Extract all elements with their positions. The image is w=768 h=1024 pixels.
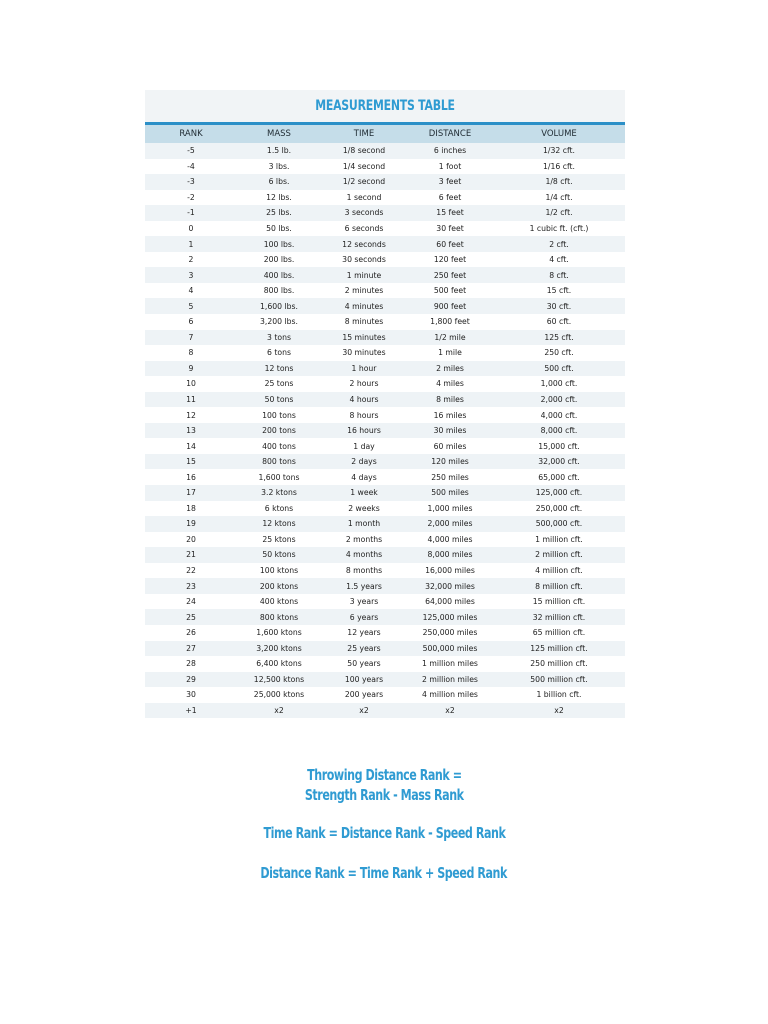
cell-rank: 2 — [145, 252, 237, 268]
cell-rank: 16 — [145, 469, 237, 485]
cell-volume: 1 cubic ft. (cft.) — [493, 221, 625, 237]
table-row — [145, 703, 625, 719]
cell-distance: 30 feet — [407, 221, 493, 237]
column-header-time: TIME — [321, 125, 407, 143]
cell-volume: 32,000 cft. — [493, 454, 625, 470]
distance-rank-formula — [0, 864, 768, 882]
cell-mass: 6 lbs. — [237, 174, 321, 190]
table-row — [145, 236, 625, 252]
cell-time: 12 seconds — [321, 236, 407, 252]
cell-time: 1 month — [321, 516, 407, 532]
cell-volume: 250 cft. — [493, 345, 625, 361]
cell-distance: 120 feet — [407, 252, 493, 268]
table-row — [145, 407, 625, 423]
cell-volume: 2,000 cft. — [493, 392, 625, 408]
cell-volume: 2 cft. — [493, 236, 625, 252]
cell-distance: 500,000 miles — [407, 641, 493, 657]
table-row — [145, 376, 625, 392]
cell-time: 2 hours — [321, 376, 407, 392]
cell-time: 50 years — [321, 656, 407, 672]
cell-volume: 250,000 cft. — [493, 501, 625, 517]
cell-distance: 60 miles — [407, 438, 493, 454]
cell-distance: 1 mile — [407, 345, 493, 361]
column-header-mass: MASS — [237, 125, 321, 143]
cell-distance: 6 feet — [407, 190, 493, 206]
cell-time: 200 years — [321, 687, 407, 703]
cell-volume: 1/16 cft. — [493, 159, 625, 175]
cell-time: 2 weeks — [321, 501, 407, 517]
cell-mass: 200 ktons — [237, 578, 321, 594]
cell-rank: 19 — [145, 516, 237, 532]
cell-time: 4 minutes — [321, 298, 407, 314]
cell-time: 6 years — [321, 609, 407, 625]
table-row — [145, 625, 625, 641]
cell-mass: 12,500 ktons — [237, 672, 321, 688]
cell-time: 1 week — [321, 485, 407, 501]
cell-mass: 3,200 ktons — [237, 641, 321, 657]
cell-mass: 6 tons — [237, 345, 321, 361]
table-row — [145, 190, 625, 206]
cell-time: 30 minutes — [321, 345, 407, 361]
cell-time: 1 second — [321, 190, 407, 206]
cell-volume: 500 million cft. — [493, 672, 625, 688]
cell-distance: 16 miles — [407, 407, 493, 423]
cell-rank: 12 — [145, 407, 237, 423]
cell-distance: 6 inches — [407, 143, 493, 159]
cell-distance: 16,000 miles — [407, 563, 493, 579]
cell-time: 2 days — [321, 454, 407, 470]
cell-distance: 1,800 feet — [407, 314, 493, 330]
cell-time: 30 seconds — [321, 252, 407, 268]
cell-volume: 125,000 cft. — [493, 485, 625, 501]
throwing-distance-formula-line-2 — [0, 786, 768, 804]
cell-time: 8 minutes — [321, 314, 407, 330]
cell-rank: 23 — [145, 578, 237, 594]
table-row — [145, 283, 625, 299]
cell-time: 8 months — [321, 563, 407, 579]
cell-distance: 250 miles — [407, 469, 493, 485]
table-row — [145, 345, 625, 361]
table-row — [145, 469, 625, 485]
cell-time: 4 months — [321, 547, 407, 563]
table-row — [145, 563, 625, 579]
cell-rank: 4 — [145, 283, 237, 299]
cell-mass: 12 tons — [237, 361, 321, 377]
cell-mass: 3.2 ktons — [237, 485, 321, 501]
cell-mass: 800 lbs. — [237, 283, 321, 299]
column-header-rank: RANK — [145, 125, 237, 143]
cell-distance: 4,000 miles — [407, 532, 493, 548]
cell-volume: 1/32 cft. — [493, 143, 625, 159]
cell-time: 8 hours — [321, 407, 407, 423]
measurements-table — [145, 125, 625, 718]
cell-time: 25 years — [321, 641, 407, 657]
cell-mass: 25 ktons — [237, 532, 321, 548]
cell-rank: -5 — [145, 143, 237, 159]
cell-rank: 26 — [145, 625, 237, 641]
cell-time: 1 hour — [321, 361, 407, 377]
cell-mass: 100 tons — [237, 407, 321, 423]
cell-rank: 7 — [145, 330, 237, 346]
table-row — [145, 672, 625, 688]
table-header-row — [145, 125, 625, 143]
cell-distance: 1/2 mile — [407, 330, 493, 346]
cell-rank: 8 — [145, 345, 237, 361]
cell-distance: 64,000 miles — [407, 594, 493, 610]
cell-distance: 3 feet — [407, 174, 493, 190]
cell-mass: 1,600 tons — [237, 469, 321, 485]
cell-rank: 15 — [145, 454, 237, 470]
table-row — [145, 656, 625, 672]
cell-rank: 25 — [145, 609, 237, 625]
cell-rank: 13 — [145, 423, 237, 439]
cell-time: 1 day — [321, 438, 407, 454]
cell-distance: 15 feet — [407, 205, 493, 221]
cell-distance: 1 million miles — [407, 656, 493, 672]
table-row — [145, 392, 625, 408]
cell-mass: 50 lbs. — [237, 221, 321, 237]
cell-mass: 3,200 lbs. — [237, 314, 321, 330]
cell-distance: 2 miles — [407, 361, 493, 377]
table-row — [145, 578, 625, 594]
cell-rank: 29 — [145, 672, 237, 688]
table-body — [145, 143, 625, 718]
cell-distance: 2,000 miles — [407, 516, 493, 532]
table-row — [145, 532, 625, 548]
table-row — [145, 687, 625, 703]
cell-time: 4 hours — [321, 392, 407, 408]
cell-mass: 50 ktons — [237, 547, 321, 563]
cell-time: 2 minutes — [321, 283, 407, 299]
cell-rank: 20 — [145, 532, 237, 548]
table-row — [145, 438, 625, 454]
cell-rank: -2 — [145, 190, 237, 206]
cell-distance: 2 million miles — [407, 672, 493, 688]
cell-distance: 30 miles — [407, 423, 493, 439]
cell-rank: 0 — [145, 221, 237, 237]
measurements-table-panel — [145, 90, 625, 720]
cell-distance: x2 — [407, 703, 493, 719]
cell-volume: 8,000 cft. — [493, 423, 625, 439]
cell-time: 1/4 second — [321, 159, 407, 175]
cell-mass: 1,600 lbs. — [237, 298, 321, 314]
cell-distance: 500 miles — [407, 485, 493, 501]
table-title-band — [145, 90, 625, 122]
cell-distance: 120 miles — [407, 454, 493, 470]
table-row — [145, 221, 625, 237]
cell-mass: 400 ktons — [237, 594, 321, 610]
cell-volume: 15 cft. — [493, 283, 625, 299]
cell-mass: 100 ktons — [237, 563, 321, 579]
cell-time: 3 seconds — [321, 205, 407, 221]
cell-mass: 100 lbs. — [237, 236, 321, 252]
table-row — [145, 159, 625, 175]
column-header-distance: DISTANCE — [407, 125, 493, 143]
cell-mass: 6 ktons — [237, 501, 321, 517]
cell-rank: 18 — [145, 501, 237, 517]
cell-distance: 125,000 miles — [407, 609, 493, 625]
cell-volume: 4 cft. — [493, 252, 625, 268]
cell-volume: 8 million cft. — [493, 578, 625, 594]
cell-mass: 50 tons — [237, 392, 321, 408]
table-row — [145, 205, 625, 221]
cell-rank: -3 — [145, 174, 237, 190]
cell-rank: 28 — [145, 656, 237, 672]
cell-mass: x2 — [237, 703, 321, 719]
cell-volume: 32 million cft. — [493, 609, 625, 625]
throwing-distance-formula-text-1: Throwing Distance Rank = — [306, 766, 462, 784]
cell-mass: 3 lbs. — [237, 159, 321, 175]
cell-time: 12 years — [321, 625, 407, 641]
cell-rank: +1 — [145, 703, 237, 719]
cell-mass: 400 tons — [237, 438, 321, 454]
cell-distance: 60 feet — [407, 236, 493, 252]
cell-rank: 3 — [145, 267, 237, 283]
cell-rank: 21 — [145, 547, 237, 563]
cell-rank: 5 — [145, 298, 237, 314]
cell-volume: 1 million cft. — [493, 532, 625, 548]
table-row — [145, 330, 625, 346]
cell-volume: 65,000 cft. — [493, 469, 625, 485]
cell-volume: 4 million cft. — [493, 563, 625, 579]
cell-mass: 3 tons — [237, 330, 321, 346]
cell-time: 1.5 years — [321, 578, 407, 594]
cell-volume: 1,000 cft. — [493, 376, 625, 392]
cell-distance: 8,000 miles — [407, 547, 493, 563]
cell-distance: 250,000 miles — [407, 625, 493, 641]
cell-time: 1/8 second — [321, 143, 407, 159]
cell-mass: 800 tons — [237, 454, 321, 470]
cell-volume: 15,000 cft. — [493, 438, 625, 454]
cell-mass: 1,600 ktons — [237, 625, 321, 641]
table-row — [145, 454, 625, 470]
cell-mass: 200 tons — [237, 423, 321, 439]
cell-time: 2 months — [321, 532, 407, 548]
cell-volume: 250 million cft. — [493, 656, 625, 672]
table-row — [145, 547, 625, 563]
table-row — [145, 609, 625, 625]
table-row — [145, 174, 625, 190]
cell-distance: 500 feet — [407, 283, 493, 299]
cell-distance: 1,000 miles — [407, 501, 493, 517]
cell-rank: 17 — [145, 485, 237, 501]
cell-volume: 500 cft. — [493, 361, 625, 377]
cell-distance: 900 feet — [407, 298, 493, 314]
cell-volume: 30 cft. — [493, 298, 625, 314]
table-row — [145, 267, 625, 283]
cell-rank: 27 — [145, 641, 237, 657]
cell-mass: 400 lbs. — [237, 267, 321, 283]
cell-rank: 30 — [145, 687, 237, 703]
cell-volume: 125 cft. — [493, 330, 625, 346]
cell-mass: 6,400 ktons — [237, 656, 321, 672]
table-row — [145, 641, 625, 657]
cell-time: x2 — [321, 703, 407, 719]
cell-rank: -4 — [145, 159, 237, 175]
cell-distance: 4 million miles — [407, 687, 493, 703]
cell-mass: 25 lbs. — [237, 205, 321, 221]
cell-rank: 10 — [145, 376, 237, 392]
time-rank-formula — [0, 824, 768, 842]
table-row — [145, 252, 625, 268]
cell-volume: x2 — [493, 703, 625, 719]
cell-time: 15 minutes — [321, 330, 407, 346]
cell-rank: 24 — [145, 594, 237, 610]
cell-time: 16 hours — [321, 423, 407, 439]
cell-volume: 15 million cft. — [493, 594, 625, 610]
cell-distance: 250 feet — [407, 267, 493, 283]
cell-rank: 1 — [145, 236, 237, 252]
cell-rank: 6 — [145, 314, 237, 330]
throwing-distance-formula-line-1 — [0, 766, 768, 784]
cell-time: 3 years — [321, 594, 407, 610]
cell-time: 6 seconds — [321, 221, 407, 237]
cell-volume: 1/8 cft. — [493, 174, 625, 190]
cell-volume: 65 million cft. — [493, 625, 625, 641]
cell-mass: 25,000 ktons — [237, 687, 321, 703]
cell-mass: 1.5 lb. — [237, 143, 321, 159]
time-rank-formula-text: Time Rank = Distance Rank - Speed Rank — [263, 824, 505, 842]
cell-volume: 125 million cft. — [493, 641, 625, 657]
cell-distance: 32,000 miles — [407, 578, 493, 594]
table-row — [145, 143, 625, 159]
cell-distance: 8 miles — [407, 392, 493, 408]
cell-distance: 1 foot — [407, 159, 493, 175]
table-title: MEASUREMENTS TABLE — [315, 98, 455, 114]
cell-volume: 1 billion cft. — [493, 687, 625, 703]
table-row — [145, 501, 625, 517]
cell-rank: 9 — [145, 361, 237, 377]
table-row — [145, 516, 625, 532]
cell-mass: 25 tons — [237, 376, 321, 392]
table-row — [145, 485, 625, 501]
cell-time: 100 years — [321, 672, 407, 688]
cell-volume: 4,000 cft. — [493, 407, 625, 423]
table-row — [145, 314, 625, 330]
cell-rank: 11 — [145, 392, 237, 408]
cell-distance: 4 miles — [407, 376, 493, 392]
cell-volume: 1/2 cft. — [493, 205, 625, 221]
cell-mass: 200 lbs. — [237, 252, 321, 268]
table-row — [145, 423, 625, 439]
distance-rank-formula-text: Distance Rank = Time Rank + Speed Rank — [260, 864, 508, 882]
cell-rank: -1 — [145, 205, 237, 221]
cell-volume: 2 million cft. — [493, 547, 625, 563]
cell-rank: 14 — [145, 438, 237, 454]
cell-volume: 500,000 cft. — [493, 516, 625, 532]
table-row — [145, 298, 625, 314]
cell-volume: 60 cft. — [493, 314, 625, 330]
cell-volume: 8 cft. — [493, 267, 625, 283]
column-header-volume: VOLUME — [493, 125, 625, 143]
cell-time: 1/2 second — [321, 174, 407, 190]
cell-time: 4 days — [321, 469, 407, 485]
table-row — [145, 361, 625, 377]
cell-mass: 12 lbs. — [237, 190, 321, 206]
cell-volume: 1/4 cft. — [493, 190, 625, 206]
cell-rank: 22 — [145, 563, 237, 579]
cell-time: 1 minute — [321, 267, 407, 283]
cell-mass: 12 ktons — [237, 516, 321, 532]
cell-mass: 800 ktons — [237, 609, 321, 625]
throwing-distance-formula-text-2: Strength Rank - Mass Rank — [304, 786, 464, 804]
table-row — [145, 594, 625, 610]
